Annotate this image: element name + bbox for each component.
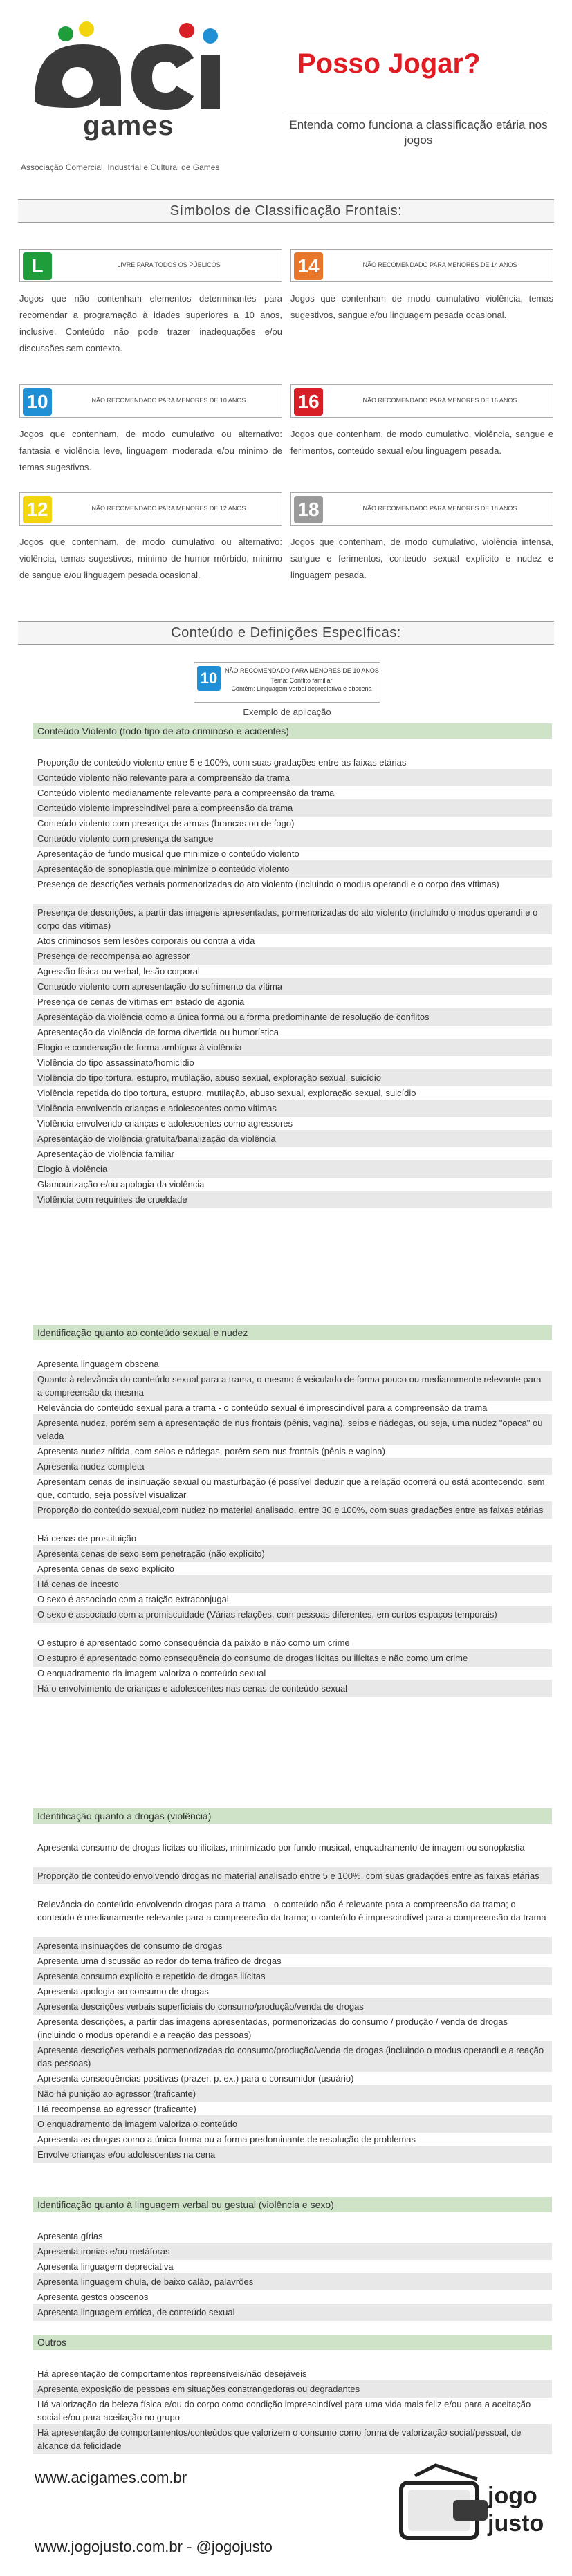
rating-badge: 16 xyxy=(294,388,323,416)
list-item: Atos criminosos sem lesões corporais ou contra a vida xyxy=(37,936,255,946)
list-item: Apresentam cenas de insinuação sexual ou masturbação (é possível deduzir que a relação ocorrerá ou está acontecendo, sem que, contudo, seja possível visualizar xyxy=(37,1476,545,1500)
list-item: Apresenta exposição de pessoas em situações constrangedoras ou degradantes xyxy=(33,2380,552,2398)
list-item: Apresenta gestos obscenos xyxy=(37,2292,149,2302)
list-item: Há cenas de prostituição xyxy=(37,1533,137,1544)
rating-label: LIVRE PARA TODOS OS PÚBLICOS xyxy=(117,261,221,268)
list-item: Apresentação da violência como a única forma ou a forma predominante de resolução de conflitos xyxy=(33,1008,552,1026)
content-definitions-banner: Conteúdo e Definições Específicas: xyxy=(18,621,554,645)
rating-description: Jogos que contenham de modo cumulativo violência, temas sugestivos, sangue e/ou linguagem pesada ocasional. xyxy=(290,293,553,320)
section-heading: Identificação quanto a drogas (violência) xyxy=(33,1808,552,1824)
list-item: Há apresentação de comportamentos/conteúdos que valorizem o consumo como forma de valorização social/pessoal, de alcance da felicidade xyxy=(33,2424,552,2454)
list-item: Presença de descrições verbais pormenorizadas do ato violento (incluindo o modus operandi e o corpo das vítimas) xyxy=(37,879,499,889)
list-item: Apresenta consequências positivas (prazer, p. ex.) para o consumidor (usuário) xyxy=(37,2073,354,2084)
list-item: Apresenta uma discussão ao redor do tema tráfico de drogas xyxy=(37,1956,282,1966)
rating-label: NÃO RECOMENDADO PARA MENORES DE 18 ANOS xyxy=(362,505,517,512)
list-item: Apresenta insinuações de consumo de drogas xyxy=(33,1937,552,1954)
list-item: Agressão física ou verbal, lesão corporal xyxy=(37,966,200,976)
list-item: Relevância do conteúdo envolvendo drogas para a trama - o conteúdo não é relevante para a compreensão da trama; o conteúdo é medianamente relevante para a compreensão da trama; o conteúdo é imprescindível para a compreensão da trama xyxy=(37,1899,546,1922)
list-item: Presença de descrições, a partir das imagens apresentadas, pormenorizadas do ato violento (incluindo o modus operandi e o corpo das vítimas) xyxy=(33,904,552,934)
list-item: Quanto à relevância do conteúdo sexual para a trama, o mesmo é veiculado de forma pouco ou medianamente relevante para a compreensão da mesma xyxy=(33,1371,552,1401)
list-item: Apresenta consumo explícito e repetido de drogas ilícitas xyxy=(33,1967,552,1985)
list-item: Não há punição ao agressor (traficante) xyxy=(33,2085,552,2102)
frontal-symbols-banner: Símbolos de Classificação Frontais: xyxy=(18,199,554,223)
rating-header xyxy=(19,249,282,282)
list-item: Elogio e condenação de forma ambígua à violência xyxy=(33,1039,552,1056)
list-item: Apresenta nudez completa xyxy=(33,1458,552,1475)
list-item: Conteúdo violento medianamente relevante para a compreensão da trama xyxy=(37,788,335,798)
list-item: Apresenta descrições, a partir das imagens apresentadas, pormenorizadas do consumo / produção / venda de drogas (incluindo o modus operandi e a reação das pessoas) xyxy=(37,2017,508,2040)
list-item: O enquadramento da imagem valoriza o conteúdo xyxy=(33,2115,552,2133)
list-item: Apresenta gírias xyxy=(37,2231,103,2241)
rating-description: Jogos que contenham, de modo cumulativo, violência intensa, sangue e ferimentos, conteúdo sexual explícito e nudez e linguagem pesada. xyxy=(290,537,553,580)
header xyxy=(0,0,572,187)
rating-label: NÃO RECOMENDADO PARA MENORES DE 14 ANOS xyxy=(362,261,517,268)
list-item: Glamourização e/ou apologia da violência xyxy=(37,1179,205,1189)
section-heading: Conteúdo Violento (todo tipo de ato criminoso e acidentes) xyxy=(33,723,552,739)
page-title: Posso Jogar? xyxy=(297,48,481,79)
acigames-url[interactable]: www.acigames.com.br xyxy=(35,2469,187,2486)
rating-badge: 10 xyxy=(23,388,52,416)
logo-subtitle: Associação Comercial, Industrial e Cultural de Games xyxy=(21,163,220,172)
section-heading: Outros xyxy=(33,2335,552,2350)
list-item: Apresenta linguagem chula, de baixo calão, palavrões xyxy=(33,2273,552,2290)
list-item: Presença de cenas de vítimas em estado de agonia xyxy=(37,997,245,1007)
list-item: O enquadramento da imagem valoriza o conteúdo sexual xyxy=(37,1668,266,1678)
list-item: O estupro é apresentado como consequência da paixão e não como um crime xyxy=(37,1638,350,1648)
list-item: O estupro é apresentado como consequência do consumo de drogas lícitas ou ilícitas e não como um crime xyxy=(33,1649,552,1667)
list-item: Apresenta ironias e/ou metáforas xyxy=(33,2243,552,2260)
list-item: Violência envolvendo crianças e adolescentes como agressores xyxy=(37,1118,293,1129)
list-item: Apresenta cenas de sexo sem penetração (não explícito) xyxy=(33,1545,552,1562)
example-contains: Contém: Linguagem verbal depreciativa e obscena xyxy=(231,685,372,692)
rating-header xyxy=(290,384,553,418)
jogojusto-logo-word1: jogo xyxy=(488,2483,537,2509)
list-item: Apresentação de violência familiar xyxy=(37,1149,174,1159)
list-item: Apresentação de violência gratuita/banalização da violência xyxy=(33,1130,552,1147)
list-item: Violência do tipo assassinato/homicídio xyxy=(37,1057,194,1068)
list-item: Envolve crianças e/ou adolescentes na cena xyxy=(33,2146,552,2163)
list-item: Conteúdo violento com presença de armas (brancas ou de fogo) xyxy=(37,818,295,828)
list-item: Apresenta linguagem erótica, de conteúdo sexual xyxy=(33,2304,552,2321)
acigames-logo xyxy=(28,17,235,120)
example-theme: Tema: Conflito familiar xyxy=(270,677,333,684)
list-item: Proporção de conteúdo envolvendo drogas no material analisado entre 5 e 100%, com suas gradações entre as faixas etárias xyxy=(33,1867,552,1884)
rating-badge: L xyxy=(23,252,52,280)
list-item: Apresenta linguagem obscena xyxy=(37,1359,159,1369)
rating-badge: 12 xyxy=(23,496,52,523)
list-item: Apresentação de sonoplastia que minimize o conteúdo violento xyxy=(33,860,552,878)
list-item: O sexo é associado com a traição extraconjugal xyxy=(37,1594,229,1604)
list-item: Apresenta nudez, porém sem a apresentação de nus frontais (pênis, vagina), seios e nádegas, ou seja, uma nudez "opaca" ou velada xyxy=(33,1414,552,1445)
rating-description: Jogos que não contenham elementos determinantes para recomendar a programação à idades superiores a 10 anos, inclusive. Conteúdo não pode trazer inadequações e/ou discussões sem contexto. xyxy=(19,293,282,353)
list-item: Apresenta nudez nítida, com seios e nádegas, porém sem nus frontais (pênis e vagina) xyxy=(37,1446,385,1456)
list-item: Apresenta apologia ao consumo de drogas xyxy=(37,1986,209,1996)
rating-description: Jogos que contenham, de modo cumulativo, violência, sangue e ferimentos, conteúdo sexual e/ou linguagem pesada. xyxy=(290,429,553,456)
list-item: Conteúdo violento com presença de sangue xyxy=(33,830,552,847)
list-item: Violência do tipo tortura, estupro, mutilação, abuso sexual, exploração sexual, suicídio xyxy=(33,1069,552,1086)
list-item: Violência envolvendo crianças e adolescentes como vítimas xyxy=(33,1100,552,1117)
list-item: Há valorização da beleza física e/ou do corpo como condição imprescindível para uma vida mais feliz e/ou para a aceitação social e/ou para aceitação no grupo xyxy=(37,2399,531,2422)
list-item: Há o envolvimento de crianças e adolescentes nas cenas de conteúdo sexual xyxy=(33,1680,552,1697)
section-heading: Identificação quanto ao conteúdo sexual e nudez xyxy=(33,1325,552,1340)
example-label: NÃO RECOMENDADO PARA MENORES DE 10 ANOS xyxy=(225,667,379,674)
example-rating-box xyxy=(194,662,380,703)
example-caption: Exemplo de aplicação xyxy=(243,707,331,717)
list-item: O sexo é associado com a promiscuidade (Várias relações, com pessoas diferentes, em curtos espaços temporais) xyxy=(33,1606,552,1623)
rating-label: NÃO RECOMENDADO PARA MENORES DE 16 ANOS xyxy=(362,397,517,404)
list-item: Há cenas de incesto xyxy=(33,1575,552,1593)
list-item: Apresenta as drogas como a única forma ou a forma predominante de resolução de problemas xyxy=(37,2134,416,2144)
list-item: Proporção de conteúdo violento entre 5 e 100%, com suas gradações entre as faixas etárias xyxy=(37,757,407,768)
jogojusto-url[interactable]: www.jogojusto.com.br - @jogojusto xyxy=(35,2538,273,2555)
rating-description: Jogos que contenham, de modo cumulativo ou alternativo: violência, temas sugestivos, mínimo de humor mórbido, mínimo de sangue e/ou linguagem pesada ocasional. xyxy=(19,537,282,580)
rating-badge: 14 xyxy=(294,252,323,280)
list-item: Apresenta consumo de drogas lícitas ou ilícitas, minimizado por fundo musical, enquadramento de imagem ou sonoplastia xyxy=(37,1842,525,1853)
list-item: Violência com requintes de crueldade xyxy=(33,1191,552,1208)
list-item: Há recompensa ao agressor (traficante) xyxy=(37,2104,196,2114)
logo-brand: games xyxy=(83,111,174,141)
jogojusto-logo xyxy=(387,2448,553,2566)
rating-label: NÃO RECOMENDADO PARA MENORES DE 12 ANOS xyxy=(91,505,246,512)
rating-header xyxy=(19,492,282,526)
list-item: Apresenta cenas de sexo explícito xyxy=(37,1564,175,1574)
list-item: Há apresentação de comportamentos repreensíveis/não desejáveis xyxy=(37,2369,307,2379)
list-item: Presença de recompensa ao agressor xyxy=(33,947,552,965)
list-item: Apresenta linguagem depreciativa xyxy=(37,2261,174,2272)
example-badge: 10 xyxy=(197,666,221,691)
rating-header xyxy=(290,492,553,526)
list-item: Apresenta descrições verbais superficiais do consumo/produção/venda de drogas xyxy=(33,1998,552,2015)
page-subtitle: Entenda como funciona a classificação etária nos jogos xyxy=(289,118,548,147)
list-item: Apresentação de fundo musical que minimize o conteúdo violento xyxy=(37,849,299,859)
section-heading: Identificação quanto à linguagem verbal ou gestual (violência e sexo) xyxy=(33,2197,552,2212)
list-item: Conteúdo violento com apresentação do sofrimento da vítima xyxy=(33,978,552,995)
list-item: Conteúdo violento imprescindível para a compreensão da trama xyxy=(33,799,552,817)
list-item: Elogio à violência xyxy=(33,1160,552,1178)
list-item: Apresentação da violência de forma divertida ou humorística xyxy=(37,1027,279,1037)
rating-header xyxy=(290,249,553,282)
rating-label: NÃO RECOMENDADO PARA MENORES DE 10 ANOS xyxy=(91,397,246,404)
rating-badge: 18 xyxy=(294,496,323,523)
list-item: Apresenta descrições verbais pormenorizadas do consumo/produção/venda de drogas (incluindo o modus operandi e a reação das pessoas) xyxy=(33,2041,552,2072)
list-item: Violência repetida do tipo tortura, estupro, mutilação, abuso sexual, exploração sexual, suicídio xyxy=(37,1088,416,1098)
jogojusto-logo-word2: justo xyxy=(488,2510,544,2537)
list-item: Relevância do conteúdo sexual para a trama - o conteúdo sexual é imprescindível para a compreensão da trama xyxy=(37,1402,488,1413)
list-item: Conteúdo violento não relevante para a compreensão da trama xyxy=(33,769,552,786)
rating-description: Jogos que contenham, de modo cumulativo ou alternativo: fantasia e violência leve, linguagem moderada e/ou mínimo de temas sugestivos. xyxy=(19,429,282,472)
rating-header xyxy=(19,384,282,418)
list-item: Proporção do conteúdo sexual,com nudez no material analisado, entre 30 e 100%, com suas gradações entre as faixas etárias xyxy=(33,1501,552,1519)
